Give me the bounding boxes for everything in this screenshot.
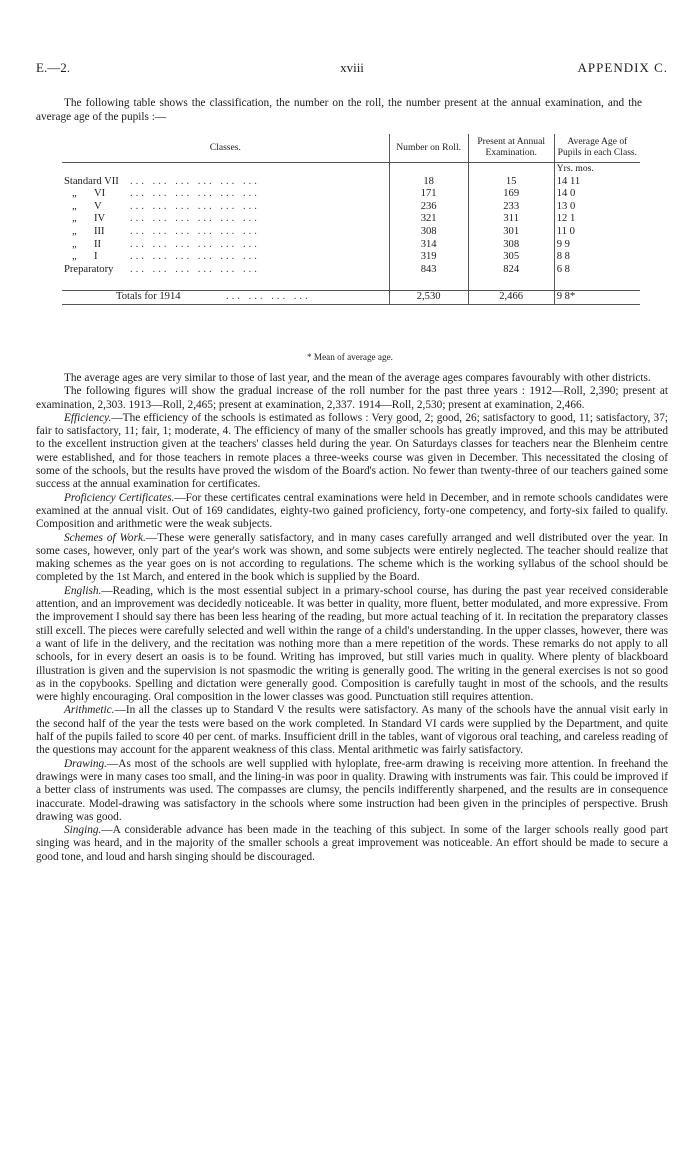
totals-present: 2,466 <box>468 291 554 305</box>
paragraph-heading: Arithmetic. <box>64 704 115 717</box>
table-row: „ I ... ... ... ... ... ... 319 305 8 8 <box>62 251 640 264</box>
row-age: 14 0 <box>554 188 640 201</box>
row-class-name: IV <box>94 213 106 225</box>
paragraph-roll-figures: The following figures will show the gradual increase of the roll number for the past three years : 1912—Roll, 2,390; present at examination, 2,303. 1913—Roll, 2,465; present at examination, 2,337. 1914—Roll, 2,530; present at examination, 2,466. <box>36 385 668 411</box>
table-row: „ VI ... ... ... ... ... ... 171 169 14 0 <box>62 188 640 201</box>
paragraph-arithmetic: Arithmetic.—In all the classes up to Standard V the results were satisfactory. As many of the schools have the annual visit early in the second half of the year the tests were based on the work completed. In Standard VI cards were supplied by the Department, and quite half of the pupils failed to score 40 per cent. of marks. Insufficient drill in the tables, want of vigorous oral teaching, and careless reading of the questions may account for the apparent weakness of this class. Mental arithmetic was fairly satisfactory. <box>36 704 668 757</box>
row-class-name: II <box>94 238 102 250</box>
paragraph-drawing: Drawing.—As most of the schools are well supplied with hyloplate, free-arm drawing is receiving more attention. In freehand the drawings were in many cases too small, and the lining-in was poor in quality. Drawing with instruments was fair. This could be improved if a better class of instruments was used. The compasses are clumsy, the pencils indifferently sharpened, and the results are in consequence inaccurate. Model-drawing was satisfactory in the schools where some instruction had been given in the principles of perspective. Brush drawing was good. <box>36 757 668 823</box>
totals-label: Totals for 1914 <box>116 291 181 303</box>
row-age: 13 0 <box>554 201 640 214</box>
header-left: E.—2. <box>36 60 70 75</box>
row-roll: 171 <box>389 188 468 201</box>
row-roll: 308 <box>389 226 468 239</box>
row-age: 11 0 <box>554 226 640 239</box>
row-present: 169 <box>468 188 554 201</box>
row-age: 14 11 <box>554 176 640 189</box>
row-class-name: Standard VII <box>64 175 119 187</box>
page-number: xviii <box>340 60 364 75</box>
table-row: „ III ... ... ... ... ... ... 308 301 11 0 <box>62 226 640 239</box>
row-present: 305 <box>468 251 554 264</box>
col-header-classes: Classes. <box>62 134 389 163</box>
row-class-name: V <box>94 200 102 212</box>
ditto-mark: „ <box>72 213 77 225</box>
paragraph-heading: English. <box>64 584 102 597</box>
table-row: „ V ... ... ... ... ... ... 236 233 13 0 <box>62 201 640 214</box>
totals-age: 9 8* <box>554 291 640 305</box>
col-header-present: Present at Annual Examination. <box>468 134 554 163</box>
intro-paragraph: The following table shows the classification, the number on the roll, the number present at the annual examination, and the average age of the pupils :— <box>36 97 642 123</box>
row-class-name: I <box>94 251 98 263</box>
row-present: 233 <box>468 201 554 214</box>
paragraph-heading: Singing. <box>64 824 102 837</box>
row-age: 8 8 <box>554 251 640 264</box>
paragraph-heading: Efficiency. <box>64 411 112 424</box>
ditto-mark: „ <box>72 251 77 263</box>
row-present: 15 <box>468 176 554 189</box>
row-age: 12 1 <box>554 213 640 226</box>
paragraph-heading: Drawing. <box>64 757 107 770</box>
age-unit-label: Yrs. mos. <box>554 163 640 176</box>
row-age: 9 9 <box>554 239 640 252</box>
table-footnote: * Mean of average age. <box>307 352 393 362</box>
paragraph-efficiency: Efficiency.—The efficiency of the schools is estimated as follows : Very good, 2; good, 26; satisfactory to good, 11; satisfactory, 37; fair to satisfactory, 11; fair, 1; moderate, 4. The efficiency of many of the smaller schools has greatly improved, and this may be attributed to the excellent instruction given at the teachers' classes held during the year. On Saturdays classes for teachers near the Blenheim centre were established, and for those teachers in remote places a three-weeks course was given in December. This necessitated the closing of some of the schools, but the results have proved the wisdom of the Board's action. No fewer than twenty-three of our teachers gained some success at the annual examination for certificates. <box>36 411 668 491</box>
paragraph-schemes: Schemes of Work.—These were generally satisfactory, and in many cases carefully arranged and well distributed over the year. In some cases, however, only part of the year's work was shown, and some subjects were entirely neglected. The teacher should realize that making schemes as the year goes on is not according to regulations. The scheme which is the working syllabus of the school should be completed by the 1st March, and entered in the book which is supplied by the Board. <box>36 531 668 584</box>
paragraph-english: English.—Reading, which is the most essential subject in a primary-school course, has during the past year received considerable attention, and an improvement was decidedly noticeable. It was better in quality, more fluent, better modulated, and more expressive. From the improvement I should say there has been less hearing of the reading, but more actual teaching of it. In recitation the preparatory classes still excell. The pieces were carefully selected and well within the range of a child's understanding. In the upper classes, however, there was a want of life in the delivery, and the recitation was nothing more than a mere repetition of the words. These remarks do not apply to all schools, for in every desert an oasis is to be found. Writing has improved, but still varies much in quality. Where plenty of blackboard illustration is given and the supervision is not spasmodic the writing is generally good. The writing in the general exercises is not so good as in the copybooks. Spelling and dictation were generally good. Composition is carefully taught in most of the schools, and the results were highly encouraging. Oral composition in the lower classes was good. Punctuation still requires attention. <box>36 584 668 704</box>
paragraph-average-ages: The average ages are very similar to those of last year, and the mean of the average ages compares favourably with other districts. <box>64 372 651 384</box>
classification-table <box>62 134 640 305</box>
col-header-age: Average Age of Pupils in each Class. <box>554 134 640 163</box>
totals-row: Totals for 1914 ... ... ... ... 2,530 2,466 9 8* <box>62 291 640 305</box>
row-class-name: III <box>94 225 105 237</box>
row-class-name: VI <box>94 188 106 200</box>
paragraph-singing: Singing.—A considerable advance has been made in the teaching of this subject. In some of the larger schools really good part singing was heard, and in the majority of the smaller schools a great improvement was noticeable. An effort should be made to secure a good tone, and loud and harsh singing should be discouraged. <box>36 824 668 863</box>
header-right: APPENDIX C. <box>577 60 668 75</box>
report-body <box>36 372 668 864</box>
ditto-mark: „ <box>72 200 77 212</box>
col-header-roll: Number on Roll. <box>389 134 468 163</box>
table-row: „ IV ... ... ... ... ... ... 321 311 12 1 <box>62 213 640 226</box>
table-row: „ II ... ... ... ... ... ... 314 308 9 9 <box>62 239 640 252</box>
ditto-mark: „ <box>72 188 77 200</box>
page-header <box>36 60 668 80</box>
paragraph-heading: Proficiency Certificates. <box>64 491 175 504</box>
row-roll: 236 <box>389 201 468 214</box>
row-roll: 319 <box>389 251 468 264</box>
row-class-name: Preparatory <box>64 263 114 275</box>
row-present: 824 <box>468 264 554 277</box>
ditto-mark: „ <box>72 238 77 250</box>
row-roll: 321 <box>389 213 468 226</box>
row-present: 301 <box>468 226 554 239</box>
paragraph-heading: Schemes of Work. <box>64 531 146 544</box>
row-present: 311 <box>468 213 554 226</box>
table-row: Standard VII ... ... ... ... ... ... 18 15 14 11 <box>62 176 640 189</box>
totals-roll: 2,530 <box>389 291 468 305</box>
row-roll: 843 <box>389 264 468 277</box>
ditto-mark: „ <box>72 225 77 237</box>
table-row: Preparatory ... ... ... ... ... ... 843 824 6 8 <box>62 264 640 277</box>
row-roll: 18 <box>389 176 468 189</box>
row-present: 308 <box>468 239 554 252</box>
paragraph-proficiency: Proficiency Certificates.—For these certificates central examinations were held in December, and in remote schools candidates were examined at the annual visit. Out of 169 candidates, eighty-two gained proficiency, forty-one competency, and forty-six failed to qualify. Composition and arithmetic were the weak subjects. <box>36 491 668 531</box>
row-roll: 314 <box>389 239 468 252</box>
row-age: 6 8 <box>554 264 640 277</box>
